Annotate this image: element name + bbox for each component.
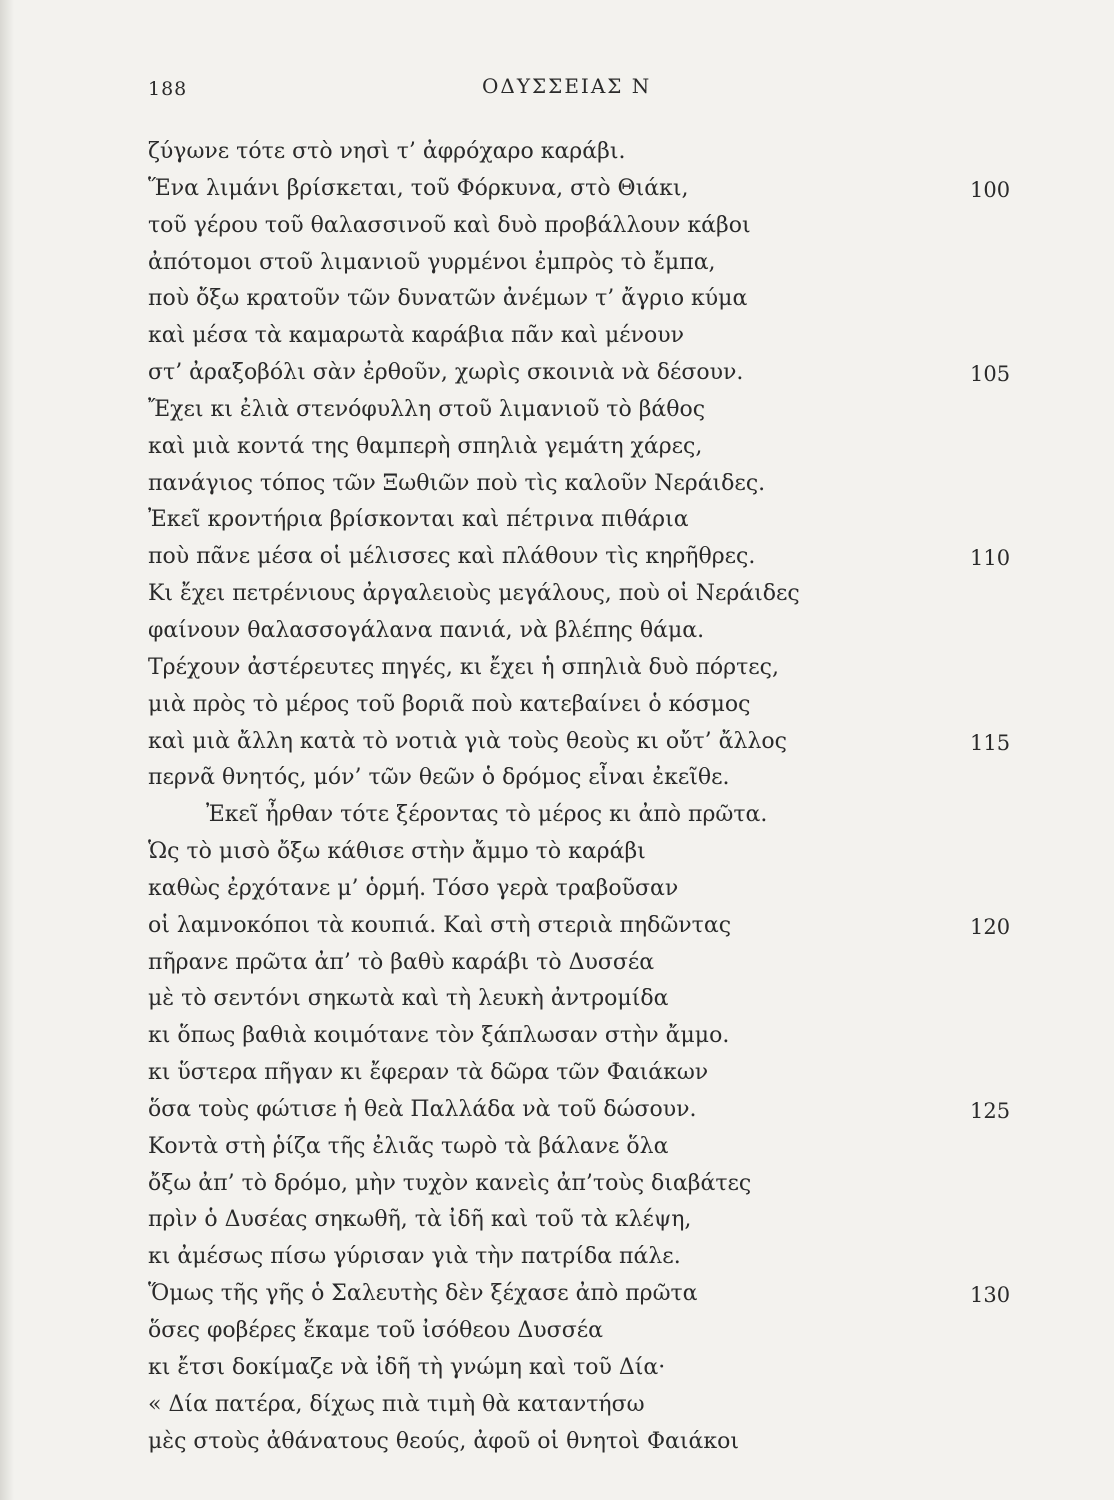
verse-text: ὄξω ἀπ’ τὸ δρόμο, μὴν τυχὸν κανεὶς ἀπ’τοὺς διαβάτες — [148, 1170, 752, 1196]
page-edge — [0, 0, 14, 1500]
verse-number: 100 — [970, 177, 1011, 202]
verse-text: κι ὅπως βαθιὰ κοιμότανε τὸν ξάπλωσαν στὴν ἄμμο. — [148, 1023, 730, 1049]
verse-text: Τρέχουν ἀστέρευτες πηγές, κι ἔχει ἡ σπηλιὰ δυὸ πόρτες, — [148, 654, 779, 680]
verse-line — [148, 1129, 988, 1166]
verse-text: περνᾶ θνητός, μόν’ τῶν θεῶν ὁ δρόμος εἶναι ἐκεῖθε. — [148, 765, 730, 791]
verse-line — [148, 908, 1011, 945]
verse-text: κι ὕστερα πῆγαν κι ἔφεραν τὰ δῶρα τῶν Φαιάκων — [148, 1060, 709, 1086]
verse-line — [148, 1166, 988, 1203]
verse-text: ποὺ πᾶνε μέσα οἱ μέλισσες καὶ πλάθουν τὶς κηρῆθρες. — [148, 544, 756, 570]
verse-text: Ὅμως τῆς γῆς ὁ Σαλευτὴς δὲν ξέχασε ἀπὸ πρῶτα — [148, 1281, 698, 1307]
verse-line — [148, 281, 988, 318]
verse-line — [148, 1055, 988, 1092]
verse-line — [148, 539, 1011, 576]
verse-line — [148, 945, 988, 982]
verse-text: ὅσα τοὺς φώτισε ἡ θεὰ Παλλάδα νὰ τοῦ δώσουν. — [148, 1096, 697, 1122]
verse-line — [148, 797, 988, 834]
verse-text: μὲ τὸ σεντόνι σηκωτὰ καὶ τὴ λευκὴ ἀντρομίδα — [148, 986, 669, 1012]
verse-text: κι ἀμέσως πίσω γύρισαν γιὰ τὴν πατρίδα πάλε. — [148, 1244, 681, 1270]
verse-line — [148, 834, 988, 871]
verse-text: καθὼς ἐρχότανε μ’ ὁρμή. Τόσο γερὰ τραβοῦσαν — [148, 875, 679, 901]
verse-text: « Δία πατέρα, δίχως πιὰ τιμὴ θὰ καταντήσω — [148, 1391, 645, 1417]
verse-text: πανάγιος τόπος τῶν Ξωθιῶν ποὺ τὶς καλοῦν Νεράιδες. — [148, 470, 766, 496]
poem-text — [148, 134, 1011, 1460]
verse-text: Ἕνα λιμάνι βρίσκεται, τοῦ Φόρκυνα, στὸ Θιάκι, — [148, 175, 689, 201]
page-number: 188 — [148, 78, 188, 100]
verse-line — [148, 1350, 988, 1387]
verse-line — [148, 650, 988, 687]
verse-line — [148, 171, 1011, 208]
verse-text: Ἐκεῖ ἦρθαν τότε ξέροντας τὸ μέρος κι ἀπὸ πρῶτα. — [206, 802, 768, 828]
verse-text: ὅσες φοβέρες ἔκαμε τοῦ ἰσόθεου Δυσσέα — [148, 1318, 603, 1343]
verse-line — [148, 760, 988, 797]
verse-text: Ὡς τὸ μισὸ ὄξω κάθισε στὴν ἄμμο τὸ καράβι — [148, 839, 646, 865]
verse-text: Κοντὰ στὴ ῥίζα τῆς ἐλιᾶς τωρὸ τὰ βάλανε ὅλα — [148, 1133, 669, 1159]
verse-line — [148, 134, 988, 171]
verse-text: πῆρανε πρῶτα ἀπ’ τὸ βαθὺ καράβι τὸ Δυσσέα — [148, 949, 655, 975]
verse-text: οἱ λαμνοκόποι τὰ κουπιά. Καὶ στὴ στεριὰ πηδῶντας — [148, 912, 732, 938]
verse-line — [148, 318, 988, 355]
verse-text: ποὺ ὄξω κρατοῦν τῶν δυνατῶν ἀνέμων τ’ ἄγριο κύμα — [148, 286, 748, 312]
verse-text: καὶ μιὰ ἄλλη κατὰ τὸ νοτιὰ γιὰ τοὺς θεοὺς κι οὔτ’ ἄλλος — [148, 728, 787, 754]
verse-number: 120 — [970, 914, 1011, 939]
verse-line — [148, 1424, 988, 1461]
running-title: ΟΔΥΣΣΕΙΑΣ Ν — [482, 74, 652, 98]
verse-text: πρὶν ὁ Δυσέας σηκωθῆ, τὰ ἰδῆ καὶ τοῦ τὰ κλέψη, — [148, 1207, 692, 1233]
verse-line — [148, 429, 988, 466]
verse-text: τοῦ γέρου τοῦ θαλασσινοῦ καὶ δυὸ προβάλλουν κάβοι — [148, 212, 751, 238]
verse-number: 125 — [970, 1098, 1011, 1123]
verse-number: 115 — [970, 730, 1011, 755]
verse-line — [148, 981, 988, 1018]
verse-text: μὲς στοὺς ἀθάνατους θεούς, ἀφοῦ οἱ θνητοὶ Φαιάκοι — [148, 1428, 739, 1454]
verse-text: ζύγωνε τότε στὸ νησὶ τ’ ἀφρόχαρο καράβι. — [148, 139, 626, 164]
verse-text: Ἐκεῖ κροντήρια βρίσκονται καὶ πέτρινα πιθάρια — [148, 507, 689, 533]
verse-line — [148, 355, 1011, 392]
verse-line — [148, 466, 988, 503]
verse-line — [148, 1387, 988, 1424]
verse-text: στ’ ἀραξοβόλι σὰν ἐρθοῦν, χωρὶς σκοινιὰ νὰ δέσουν. — [148, 360, 744, 386]
verse-text: καὶ μιὰ κοντά της θαμπερὴ σπηλιὰ γεμάτη χάρες, — [148, 433, 703, 459]
verse-text: Κι ἔχει πετρένιους ἀργαλειοὺς μεγάλους, ποὺ οἱ Νεράιδες — [148, 581, 800, 607]
verse-text: καὶ μέσα τὰ καμαρωτὰ καράβια πᾶν καὶ μένουν — [148, 323, 685, 349]
verse-line — [148, 1313, 988, 1350]
verse-line — [148, 724, 1011, 761]
verse-line — [148, 245, 988, 282]
verse-line — [148, 1202, 988, 1239]
verse-line — [148, 687, 988, 724]
verse-line — [148, 1276, 1011, 1313]
verse-number: 130 — [970, 1283, 1011, 1308]
verse-line — [148, 392, 988, 429]
verse-text: Ἔχει κι ἐλιὰ στενόφυλλη στοῦ λιμανιοῦ τὸ βάθος — [148, 396, 706, 422]
verse-number: 105 — [970, 362, 1011, 387]
verse-line — [148, 871, 988, 908]
verse-text: ἀπότομοι στοῦ λιμανιοῦ γυρμένοι ἐμπρὸς τὸ ἔμπα, — [148, 249, 716, 275]
verse-text: φαίνουν θαλασσογάλανα πανιά, νὰ βλέπης θάμα. — [148, 617, 705, 643]
verse-line — [148, 576, 988, 613]
verse-line — [148, 1018, 988, 1055]
verse-line — [148, 613, 988, 650]
verse-line — [148, 502, 988, 539]
verse-line — [148, 208, 988, 245]
verse-text: κι ἔτσι δοκίμαζε νὰ ἰδῆ τὴ γνώμη καὶ τοῦ Δία· — [148, 1354, 666, 1380]
verse-number: 110 — [970, 546, 1011, 571]
verse-text: μιὰ πρὸς τὸ μέρος τοῦ βοριᾶ ποὺ κατεβαίνει ὁ κόσμος — [148, 691, 751, 717]
verse-line — [148, 1092, 1011, 1129]
verse-line — [148, 1239, 988, 1276]
